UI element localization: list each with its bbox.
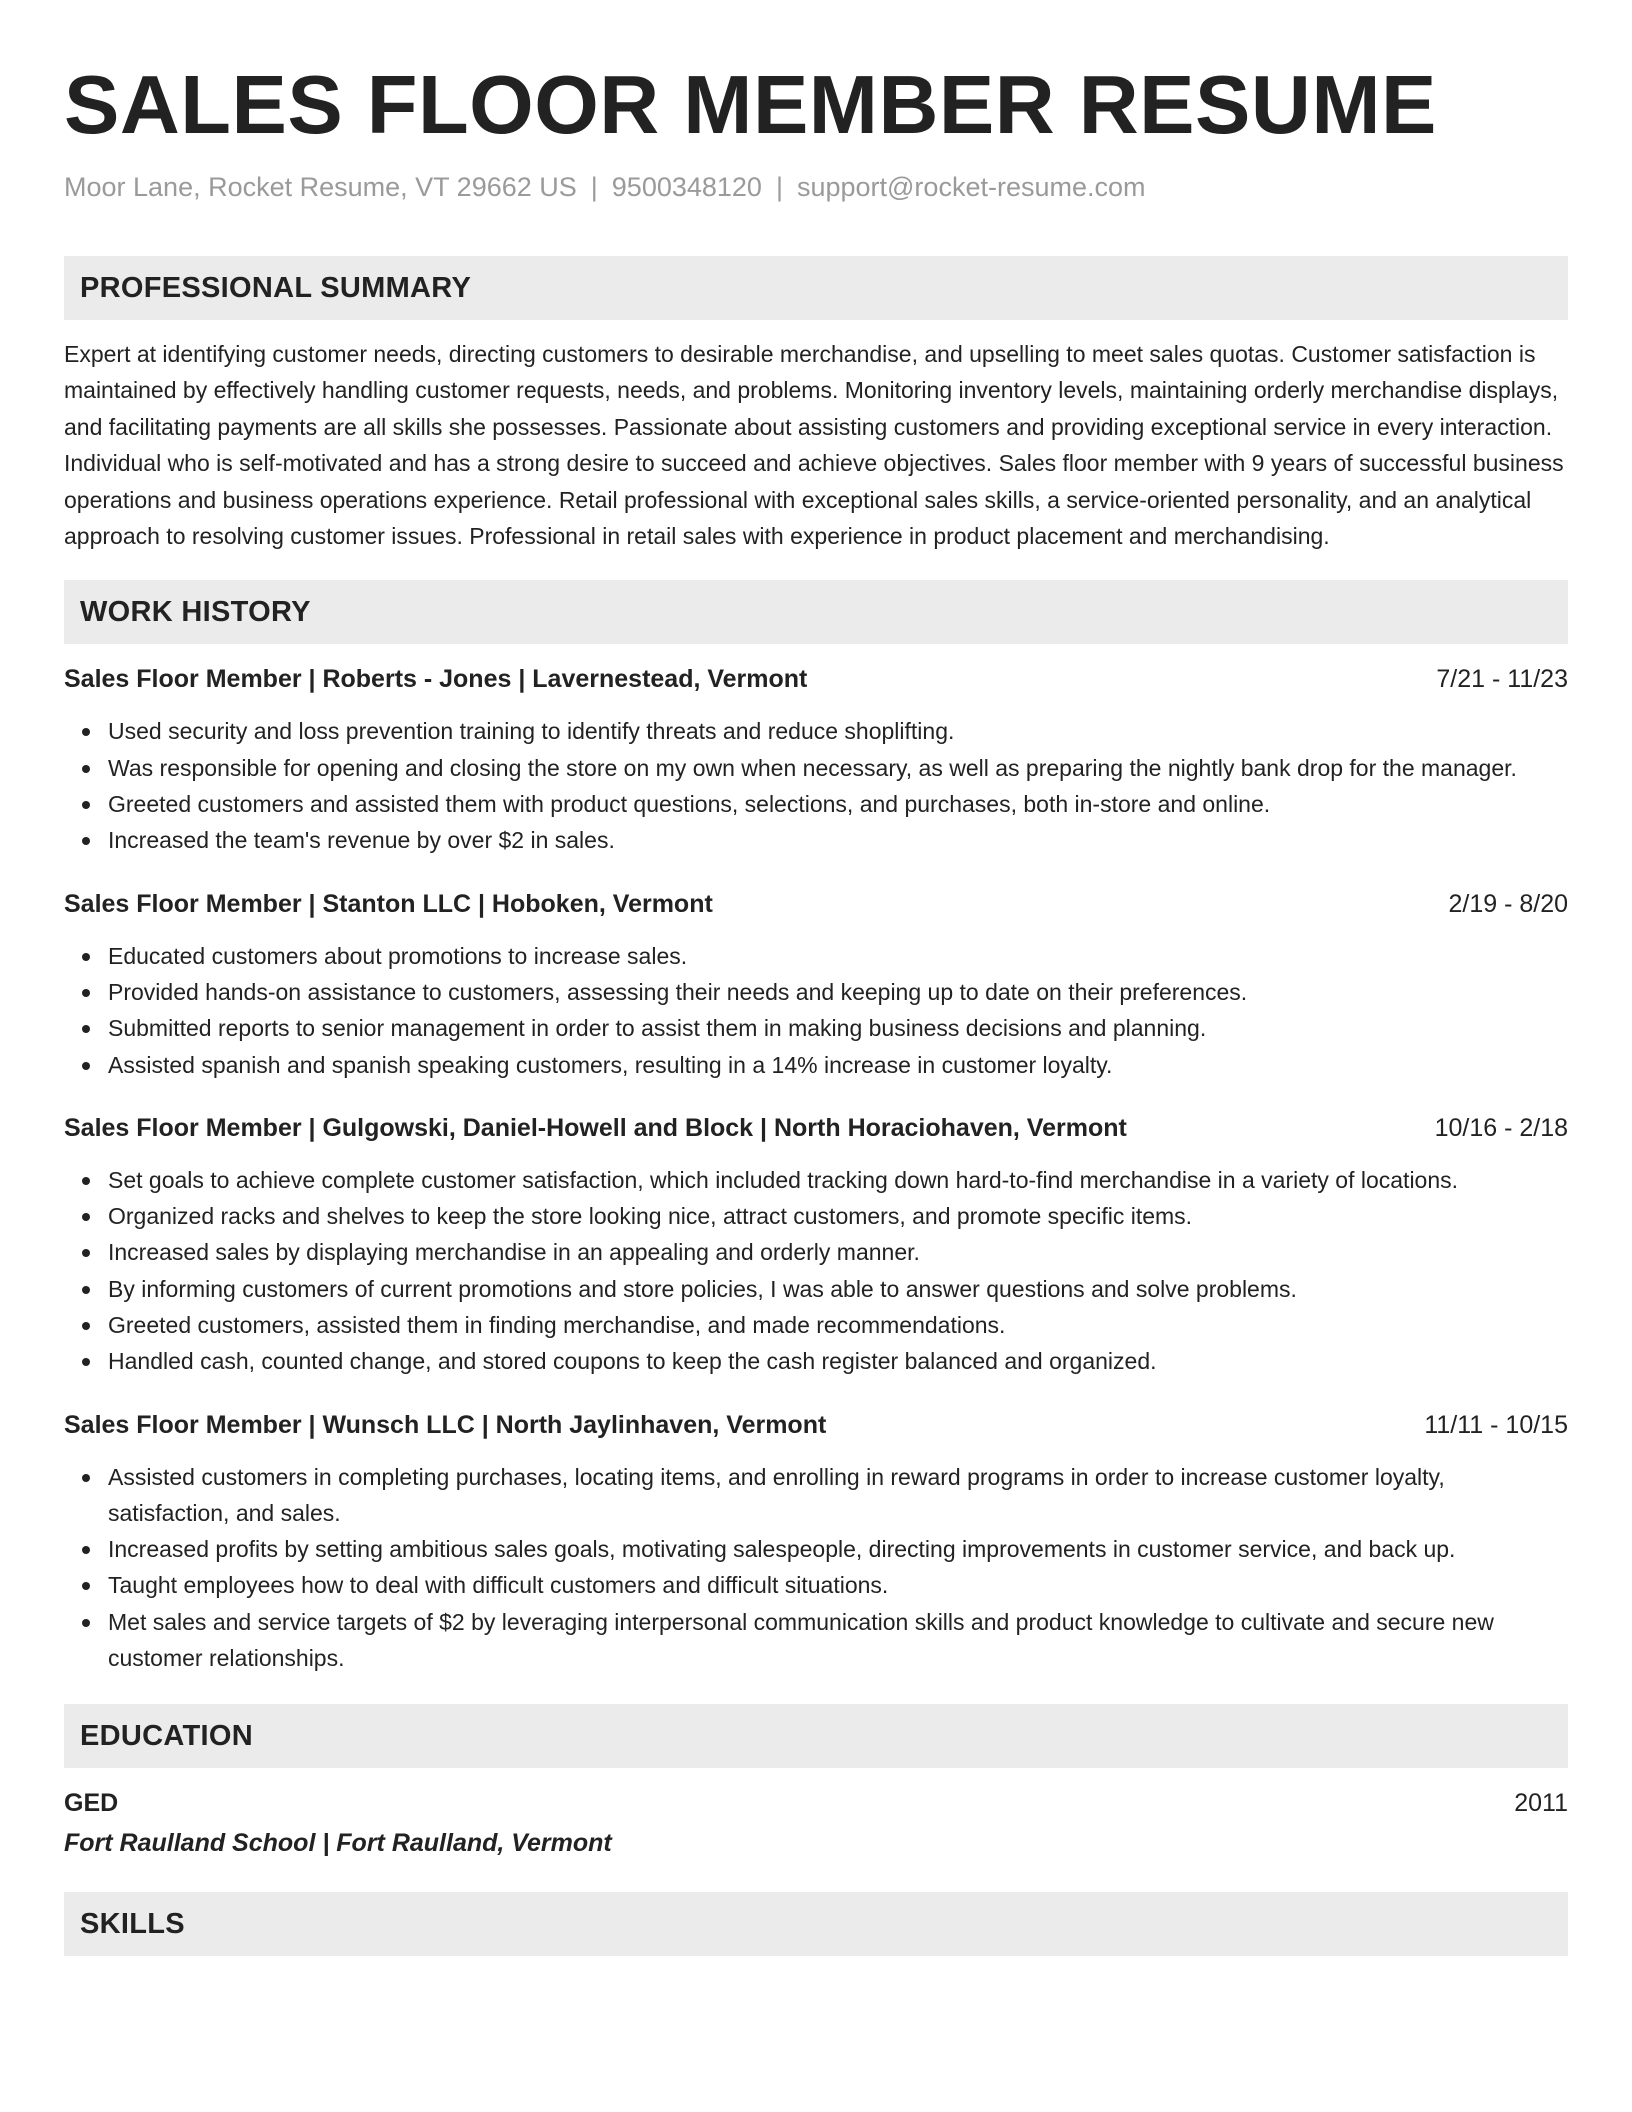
section-heading-summary: PROFESSIONAL SUMMARY [64, 256, 1568, 320]
job-title: Sales Floor Member | Gulgowski, Daniel-Howell and Block | North Horaciohaven, Vermont [64, 1113, 1127, 1142]
job-dates: 7/21 - 11/23 [1436, 665, 1568, 694]
job-bullet-list [64, 1459, 1568, 1677]
job-bullet: Educated customers about promotions to increase sales. [108, 938, 1568, 974]
job-bullet: By informing customers of current promotions and store policies, I was able to answer questions and solve problems. [108, 1271, 1568, 1307]
job-bullet: Organized racks and shelves to keep the store looking nice, attract customers, and promote specific items. [108, 1198, 1568, 1234]
job-bullet: Increased the team's revenue by over $2 in sales. [108, 822, 1568, 858]
summary-text: Expert at identifying customer needs, directing customers to desirable merchandise, and upselling to meet sales quotas. Customer satisfaction is maintained by effectively handling customer requests, needs, and problems. Monitoring inventory levels, maintaining orderly merchandise displays, and facilitating payments are all skills she possesses. Passionate about assisting customers and providing exceptional service in every interaction. Individual who is self-motivated and has a strong desire to succeed and achieve objectives. Sales floor member with 9 years of successful business operations and business operations experience. Retail professional with exceptional sales skills, a service-oriented personality, and an analytical approach to resolving customer issues. Professional in retail sales with experience in product placement and merchandising. [64, 341, 1564, 550]
job-entry [64, 662, 1568, 858]
contact-phone: 9500348120 [611, 172, 762, 202]
job-bullet: Increased sales by displaying merchandise in an appealing and orderly manner. [108, 1234, 1568, 1270]
job-title: Sales Floor Member | Stanton LLC | Hoboken, Vermont [64, 889, 713, 918]
job-bullet: Assisted spanish and spanish speaking customers, resulting in a 14% increase in customer loyalty. [108, 1047, 1568, 1083]
section-heading-skills: SKILLS [64, 1892, 1568, 1956]
job-bullet: Was responsible for opening and closing the store on my own when necessary, as well as preparing the nightly bank drop for the manager. [108, 750, 1568, 786]
contact-address: Moor Lane, Rocket Resume, VT 29662 US [64, 172, 577, 202]
job-bullet: Submitted reports to senior management in order to assist them in making business decisions and planning. [108, 1010, 1568, 1046]
job-bullet: Set goals to achieve complete customer satisfaction, which included tracking down hard-to-find merchandise in a variety of locations. [108, 1162, 1568, 1198]
job-title: Sales Floor Member | Wunsch LLC | North Jaylinhaven, Vermont [64, 1410, 827, 1439]
job-bullet: Provided hands-on assistance to customers, assessing their needs and keeping up to date on their preferences. [108, 974, 1568, 1010]
job-title: Sales Floor Member | Roberts - Jones | Lavernestead, Vermont [64, 665, 808, 694]
section-heading-education: EDUCATION [64, 1704, 1568, 1768]
job-bullet-list [64, 1162, 1568, 1380]
job-bullet: Used security and loss prevention training to identify threats and reduce shoplifting. [108, 713, 1568, 749]
contact-line [64, 170, 1568, 204]
job-dates: 11/11 - 10/15 [1424, 1410, 1568, 1439]
job-dates: 2/19 - 8/20 [1448, 889, 1568, 918]
contact-email: support@rocket-resume.com [796, 172, 1146, 202]
education-entry [64, 1786, 1568, 1820]
contact-separator: | [590, 172, 598, 202]
job-bullet: Assisted customers in completing purchases, locating items, and enrolling in reward programs in order to increase customer loyalty, satisfaction, and sales. [108, 1459, 1568, 1532]
job-bullet: Greeted customers, assisted them in finding merchandise, and made recommendations. [108, 1307, 1568, 1343]
job-dates: 10/16 - 2/18 [1434, 1113, 1568, 1142]
education-school: Fort Raulland School | Fort Raulland, Vermont [64, 1829, 612, 1858]
job-entry [64, 1111, 1568, 1380]
job-bullet: Greeted customers and assisted them with product questions, selections, and purchases, both in-store and online. [108, 786, 1568, 822]
education-year: 2011 [1514, 1789, 1568, 1818]
job-entry [64, 1408, 1568, 1677]
job-entry [64, 887, 1568, 1083]
section-heading-work-history: WORK HISTORY [64, 580, 1568, 644]
job-bullet-list [64, 713, 1568, 858]
contact-separator: | [775, 172, 783, 202]
resume-title: SALES FLOOR MEMBER RESUME [64, 58, 1437, 151]
job-bullet: Increased profits by setting ambitious sales goals, motivating salespeople, directing improvements in customer service, and back up. [108, 1531, 1568, 1567]
education-degree: GED [64, 1789, 119, 1818]
job-bullet-list [64, 938, 1568, 1083]
job-bullet: Taught employees how to deal with difficult customers and difficult situations. [108, 1567, 1568, 1603]
job-bullet: Handled cash, counted change, and stored coupons to keep the cash register balanced and organized. [108, 1343, 1568, 1379]
job-bullet: Met sales and service targets of $2 by leveraging interpersonal communication skills and product knowledge to cultivate and secure new customer relationships. [108, 1604, 1568, 1677]
